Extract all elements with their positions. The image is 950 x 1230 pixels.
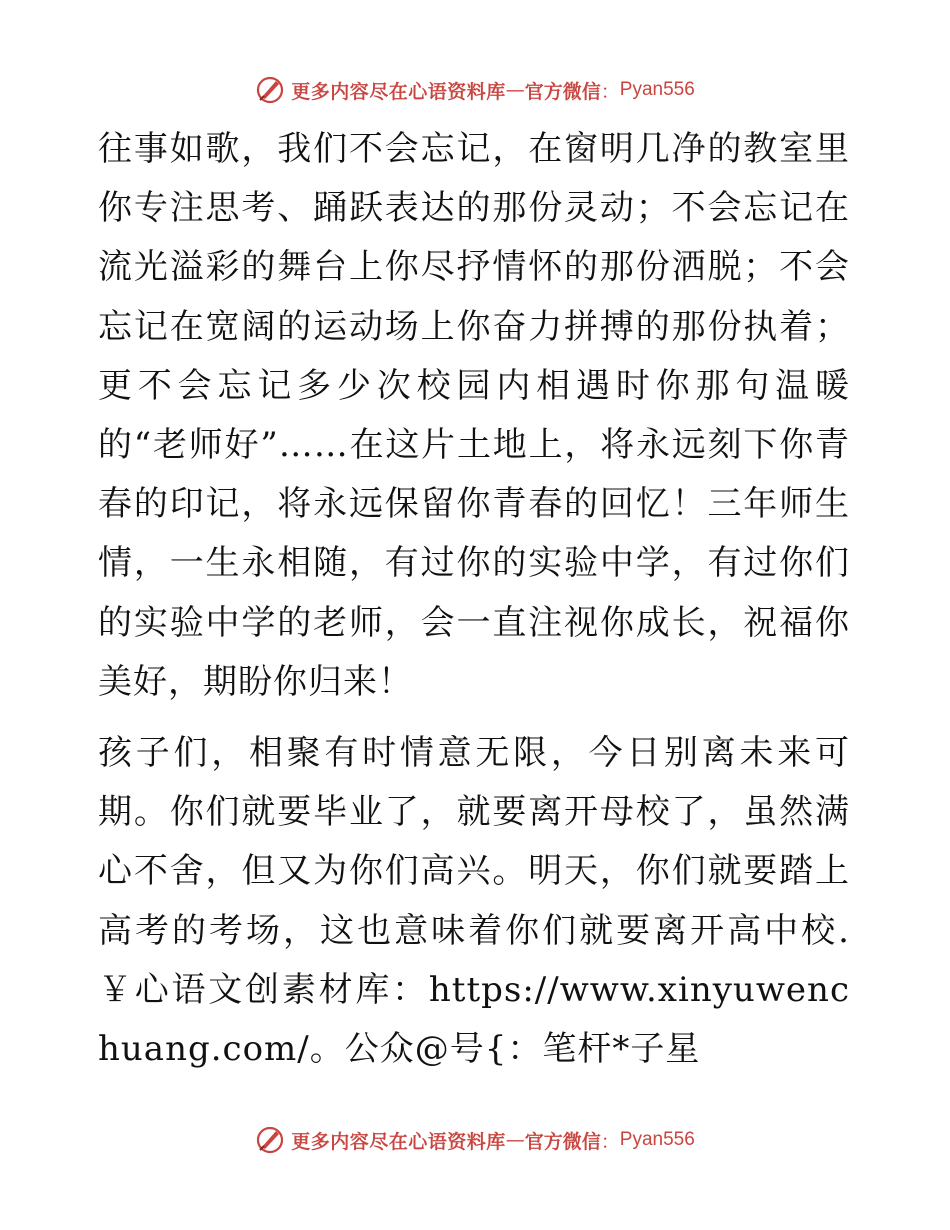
banner-colon: ： [600, 1130, 620, 1153]
banner-wechat-id: Pyan556 [619, 1129, 695, 1150]
document-body [98, 120, 850, 1079]
banner-official-label: 官方微信 [524, 80, 601, 103]
header-banner [0, 70, 950, 110]
banner-brand-text: 更多内容尽在心语资料库 [291, 80, 506, 103]
body-paragraph-1: 往事如歌，我们不会忘记，在窗明几净的教室里你专注思考、踊跃表达的那份灵动；不会忘记在流光溢彩的舞台上你尽抒情怀的那份洒脱；不会忘记在宽阔的运动场上你奋力拼搏的那份执着；更不会忘记多少次校园内相遇时你那句温暖的“老师好”……在这片土地上，将永远刻下你青春的印记，将永远保留你青春的回忆！三年师生情，一生永相随，有过你的实验中学，有过你们的实验中学的老师，会一直注视你成长，祝福你美好，期盼你归来！ [98, 129, 850, 702]
footer-banner [0, 1120, 950, 1160]
banner-brand-text: 更多内容尽在心语资料库 [291, 1130, 506, 1153]
body-paragraph-2: 孩子们，相聚有时情意无限，今日别离未来可期。你们就要毕业了，就要离开母校了，虽然满心不舍，但又为你们高兴。明天，你们就要踏上高考的考场，这也意味着你们就要离开高中校.￥心语文创素材库：https://www.xinyuwenchuang.com/。公众@号{：笔杆*子星 [98, 733, 850, 1070]
banner-dash: — [505, 1129, 525, 1151]
banner-colon: ： [600, 80, 620, 103]
banner-dash: — [505, 79, 525, 101]
feather-pen-logo-icon [255, 1125, 285, 1155]
feather-pen-logo-icon [255, 75, 285, 105]
banner-wechat-id: Pyan556 [619, 79, 695, 100]
banner-official-label: 官方微信 [524, 1130, 601, 1153]
